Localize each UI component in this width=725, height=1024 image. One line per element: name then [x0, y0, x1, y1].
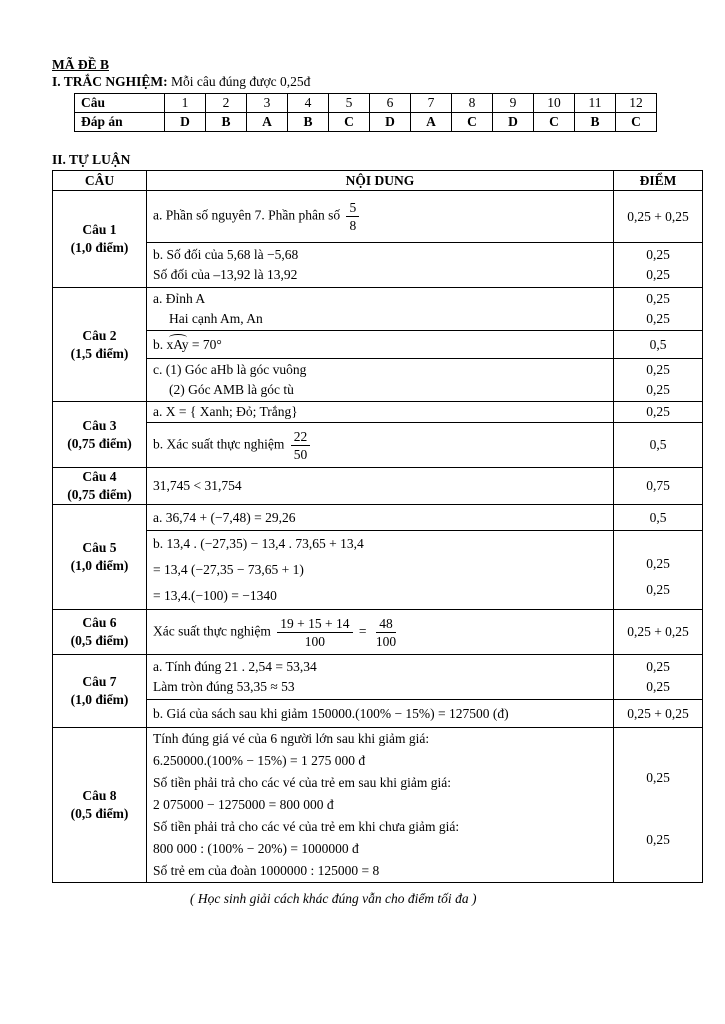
mc-answer: D: [370, 113, 411, 132]
mc-answer: A: [247, 113, 288, 132]
mc-question-number: 1: [165, 94, 206, 113]
exam-code: MÃ ĐỀ B: [52, 57, 109, 72]
mc-answer-row: [75, 113, 657, 132]
question-cell: [53, 655, 147, 728]
points-value: 0,25: [646, 659, 670, 674]
mc-answer: C: [329, 113, 370, 132]
points-value: 0,5: [649, 336, 667, 352]
points-value: 0,25: [646, 770, 670, 785]
points-cell: [614, 505, 703, 531]
question-points-label: (0,75 điểm): [67, 487, 132, 502]
content-cell: [147, 700, 614, 728]
equals-sign: =: [358, 623, 367, 639]
table-row: [53, 728, 703, 883]
mc-question-row: [75, 94, 657, 113]
points-value: 0,25 + 0,25: [627, 208, 689, 224]
mc-question-number: 9: [493, 94, 534, 113]
header-points: ĐIỂM: [614, 171, 703, 191]
content-cell: [147, 610, 614, 655]
mc-answer: A: [411, 113, 452, 132]
points-cell: [614, 288, 703, 331]
question-cell: [53, 505, 147, 610]
points-value: 0,25: [646, 291, 670, 306]
points-value: 0,25: [646, 404, 670, 419]
content-line: b. Số đối của 5,68 là −5,68: [153, 247, 299, 262]
content-cell: [147, 505, 614, 531]
content-line: 2 075000 − 1275000 = 800 000 đ: [153, 797, 334, 812]
content-cell: [147, 728, 614, 883]
question-label: Câu 1: [82, 222, 117, 237]
points-value: 0,5: [649, 509, 667, 525]
mc-answer: D: [493, 113, 534, 132]
fraction-numerator: 48: [376, 615, 396, 633]
content-line: b.: [153, 336, 164, 352]
question-label: Câu 7: [82, 674, 117, 689]
content-cell: [147, 331, 614, 359]
table-row: [53, 191, 703, 243]
question-label: Câu 6: [82, 615, 117, 630]
table-row: [53, 505, 703, 531]
table-row: [53, 531, 703, 610]
section1-title: I. TRẮC NGHIỆM:: [52, 74, 168, 89]
content-line: Số tiền phải trả cho các vé của trẻ em sau khi giảm giá:: [153, 775, 452, 790]
table-row: [53, 700, 703, 728]
mc-answer: B: [206, 113, 247, 132]
points-value: 0,25: [646, 267, 670, 282]
fraction-denominator: 50: [293, 446, 308, 462]
content-line: Số tiền phải trả cho các vé của trẻ em khi chưa giảm giá:: [153, 819, 460, 834]
content-line: a. Đỉnh A: [153, 291, 206, 306]
points-cell: [614, 243, 703, 288]
content-cell: [147, 243, 614, 288]
content-cell: [147, 531, 614, 610]
table-row: [53, 331, 703, 359]
points-cell: [614, 468, 703, 505]
question-label: Câu 8: [82, 788, 117, 803]
points-value: 0,25: [646, 362, 670, 377]
content-line: a. X = { Xanh; Đỏ; Trắng}: [153, 404, 298, 419]
content-line: 800 000 : (100% − 20%) = 1000000 đ: [153, 841, 359, 856]
section2-title: II. TỰ LUẬN: [52, 152, 131, 167]
points-cell: [614, 610, 703, 655]
mc-question-number: 7: [411, 94, 452, 113]
question-points-label: (1,0 điểm): [70, 240, 129, 255]
table-row: [53, 655, 703, 700]
content-line: = 13,4.(−100) = −1340: [153, 588, 277, 603]
fraction-numerator: 5: [346, 199, 359, 217]
mc-answer: C: [616, 113, 657, 132]
points-value: 0,25: [646, 556, 670, 571]
question-points-label: (0,75 điểm): [67, 435, 132, 451]
mc-answer: C: [452, 113, 493, 132]
points-cell: [614, 331, 703, 359]
points-cell: [614, 423, 703, 468]
content-line: a. 36,74 + (−7,48) = 29,26: [153, 509, 296, 525]
content-line: Xác suất thực nghiệm: [153, 623, 271, 639]
mc-answer: B: [575, 113, 616, 132]
points-cell: [614, 191, 703, 243]
points-cell: [614, 359, 703, 402]
content-line: = 70°: [191, 336, 222, 352]
mc-question-number: 12: [616, 94, 657, 113]
question-label: Câu 3: [82, 417, 117, 433]
mc-question-number: 3: [247, 94, 288, 113]
mc-answer-label: Đáp án: [75, 113, 165, 132]
header-question: CÂU: [53, 171, 147, 191]
question-cell: [53, 728, 147, 883]
mc-question-number: 6: [370, 94, 411, 113]
question-label: Câu 4: [82, 469, 117, 484]
content-line: (2) Góc AMB là góc tù: [169, 382, 294, 397]
mc-question-number: 2: [206, 94, 247, 113]
content-line: 6.250000.(100% − 15%) = 1 275 000 đ: [153, 753, 366, 768]
fraction-denominator: 100: [304, 633, 326, 649]
content-line: Số trẻ em của đoàn 1000000 : 125000 = 8: [153, 863, 380, 878]
angle-symbol: xAy: [166, 336, 189, 352]
question-cell: [53, 468, 147, 505]
footer-note: ( Học sinh giải cách khác đúng vẫn cho điểm tối đa ): [190, 891, 477, 906]
content-line: Hai cạnh Am, An: [169, 311, 263, 326]
question-label: Câu 2: [82, 327, 117, 343]
points-cell: [614, 655, 703, 700]
points-value: 0,25: [646, 382, 670, 397]
section1-note: Mỗi câu đúng được 0,25đ: [171, 74, 311, 89]
table-row: [53, 402, 703, 423]
points-value: 0,25: [646, 832, 670, 847]
essay-answer-table: [52, 170, 703, 883]
mc-question-number: 8: [452, 94, 493, 113]
points-value: 0,25: [646, 582, 670, 597]
fraction-numerator: 19 + 15 + 14: [277, 615, 352, 633]
points-value: 0,25: [646, 311, 670, 326]
mc-question-number: 5: [329, 94, 370, 113]
content-line: a. Tính đúng 21 . 2,54 = 53,34: [153, 659, 317, 674]
fraction: [346, 199, 359, 234]
points-cell: [614, 700, 703, 728]
points-value: 0,25: [646, 679, 670, 694]
content-line: b. Giá của sách sau khi giảm 150000.(100% − 15%) = 127500 (đ): [153, 705, 509, 721]
points-value: 0,75: [646, 478, 670, 493]
fraction-denominator: 100: [375, 633, 397, 649]
question-cell: [53, 191, 147, 288]
question-cell: [53, 610, 147, 655]
table-row: [53, 243, 703, 288]
fraction: [291, 428, 311, 463]
table-header-row: [53, 171, 703, 191]
multiple-choice-answer-table: [74, 93, 657, 132]
table-row: [53, 468, 703, 505]
mc-question-number: 4: [288, 94, 329, 113]
mc-question-number: 11: [575, 94, 616, 113]
content-cell: [147, 423, 614, 468]
content-line: b. 13,4 . (−27,35) − 13,4 . 73,65 + 13,4: [153, 536, 364, 551]
points-cell: [614, 728, 703, 883]
content-line: a. Phần số nguyên 7. Phần phân số: [153, 207, 341, 223]
fraction-numerator: 22: [291, 428, 311, 446]
content-cell: [147, 359, 614, 402]
mc-answer: D: [165, 113, 206, 132]
question-points-label: (1,5 điểm): [70, 345, 129, 361]
content-cell: [147, 288, 614, 331]
content-cell: [147, 655, 614, 700]
question-label: Câu 5: [82, 540, 117, 555]
content-cell: [147, 191, 614, 243]
points-cell: [614, 531, 703, 610]
table-row: [53, 610, 703, 655]
question-points-label: (0,5 điểm): [70, 633, 129, 648]
fraction-denominator: 8: [349, 218, 357, 233]
content-line: b. Xác suất thực nghiệm: [153, 436, 285, 452]
content-line: Số đối của –13,92 là 13,92: [153, 267, 298, 282]
content-cell: [147, 468, 614, 505]
content-line: 31,745 < 31,754: [153, 478, 242, 493]
content-line: = 13,4 (−27,35 − 73,65 + 1): [153, 562, 304, 577]
mc-question-label: Câu: [75, 94, 165, 113]
content-line: Làm tròn đúng 53,35 ≈ 53: [153, 679, 295, 694]
question-points-label: (1,0 điểm): [70, 692, 129, 707]
table-row: [53, 359, 703, 402]
header-content: NỘI DUNG: [147, 171, 614, 191]
points-value: 0,25 + 0,25: [627, 624, 689, 639]
question-points-label: (0,5 điểm): [70, 806, 129, 821]
points-value: 0,25: [646, 247, 670, 262]
points-value: 0,25 + 0,25: [627, 705, 689, 721]
points-value: 0,5: [649, 437, 667, 452]
question-cell: [53, 402, 147, 468]
question-points-label: (1,0 điểm): [70, 558, 129, 573]
question-cell: [53, 288, 147, 402]
mc-answer: B: [288, 113, 329, 132]
fraction: [373, 615, 399, 650]
content-line: c. (1) Góc aHb là góc vuông: [153, 362, 307, 377]
mc-question-number: 10: [534, 94, 575, 113]
content-line: Tính đúng giá vé của 6 người lớn sau khi giảm giá:: [153, 731, 430, 746]
section1-heading: [52, 74, 310, 90]
content-cell: [147, 402, 614, 423]
table-row: [53, 288, 703, 331]
table-row: [53, 423, 703, 468]
fraction: [277, 615, 352, 650]
points-cell: [614, 402, 703, 423]
mc-answer: C: [534, 113, 575, 132]
